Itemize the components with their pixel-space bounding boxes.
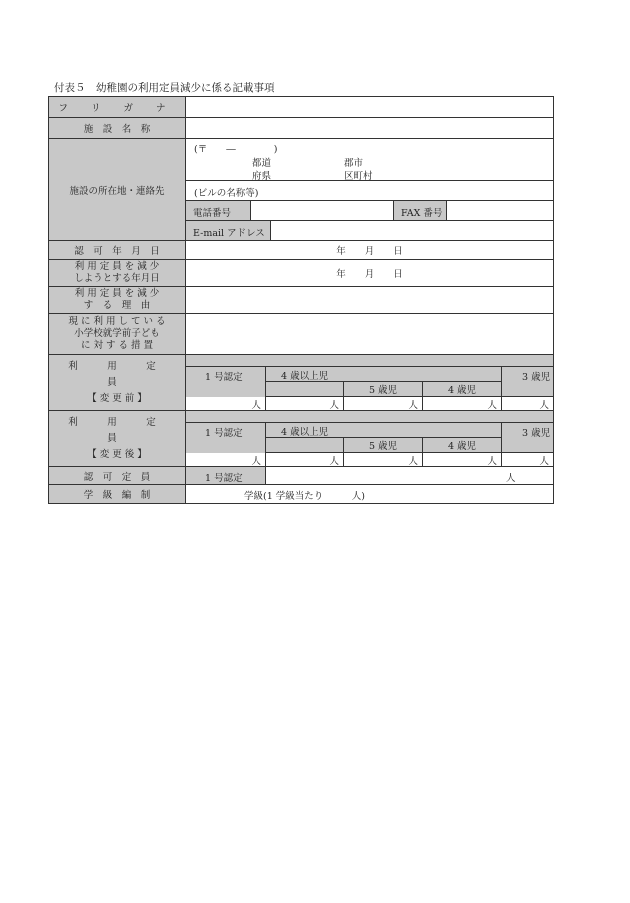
facility-name-label: 施 設 名 称 <box>49 118 186 139</box>
reason-field[interactable] <box>186 287 553 314</box>
capacity-before-label: 利 用 定 員 【 変 更 前 】 <box>49 355 186 411</box>
measures-label: 現 に 利 用 し て い る 小学校就学前子ども に 対 す る 措 置 <box>49 314 186 355</box>
age4-before: 4 歳児 <box>423 382 502 397</box>
age3-before: 3 歳児 <box>502 367 553 397</box>
building-field[interactable] <box>186 181 553 201</box>
form-table <box>48 96 554 504</box>
after-count-1[interactable]: 人 <box>186 453 266 467</box>
before-count-3[interactable]: 人 <box>344 397 423 411</box>
after-count-5[interactable]: 人 <box>502 453 553 467</box>
before-count-5[interactable]: 人 <box>502 397 553 411</box>
nintei1-before: 1 号認定 <box>186 367 266 397</box>
phone-field[interactable] <box>251 201 394 221</box>
building-text: (ビルの名称等) <box>194 188 259 199</box>
nintei1-after: 1 号認定 <box>186 423 266 453</box>
phone-label: 電話番号 <box>186 201 251 221</box>
address-field[interactable] <box>186 139 553 181</box>
todou-text: 都道 <box>252 158 272 169</box>
fuken-text: 府県 <box>252 171 272 182</box>
approved-capacity-label: 認 可 定 員 <box>49 467 186 485</box>
email-label: E-mail アドレス <box>186 221 271 241</box>
age3-after: 3 歳児 <box>502 423 553 453</box>
class-field[interactable]: 学級(1 学級当たり 人) <box>244 491 365 502</box>
reduce-date-label: 利 用 定 員 を 減 少 しようとする年月日 <box>49 260 186 287</box>
class-label: 学 級 編 制 <box>49 485 186 503</box>
reason-label: 利 用 定 員 を 減 少 す る 理 由 <box>49 287 186 314</box>
age4plus-before: 4 歳以上児 <box>266 367 502 382</box>
measures-field[interactable] <box>186 314 553 355</box>
address-label: 施設の所在地・連絡先 <box>49 139 186 241</box>
postal-code: (〒 ― ) <box>194 144 278 155</box>
before-count-1[interactable]: 人 <box>186 397 266 411</box>
furigana-field[interactable] <box>186 97 553 118</box>
kuchoson-text: 区町村 <box>344 171 373 182</box>
approved-capacity-field[interactable]: 人 <box>266 467 553 485</box>
after-count-3[interactable]: 人 <box>344 453 423 467</box>
before-count-4[interactable]: 人 <box>423 397 502 411</box>
reduce-date-field[interactable]: 年 月 日 <box>186 260 553 287</box>
approval-date-field[interactable]: 年 月 日 <box>186 241 553 260</box>
approval-date-label: 認 可 年 月 日 <box>49 241 186 260</box>
gunshi-text: 郡市 <box>344 158 364 169</box>
approved-nintei1: 1 号認定 <box>186 467 266 485</box>
email-field[interactable] <box>271 221 553 241</box>
fax-label: FAX 番号 <box>394 201 447 221</box>
age5-after: 5 歳児 <box>344 438 423 453</box>
facility-name-field[interactable] <box>186 118 553 139</box>
after-count-2[interactable]: 人 <box>266 453 344 467</box>
age4-after: 4 歳児 <box>423 438 502 453</box>
age4plus-after: 4 歳以上児 <box>266 423 502 438</box>
age5-before: 5 歳児 <box>344 382 423 397</box>
form-title: 付表５ 幼稚園の利用定員減少に係る記載事項 <box>54 82 275 94</box>
fax-field[interactable] <box>447 201 553 221</box>
capacity-after-label: 利 用 定 員 【 変 更 後 】 <box>49 411 186 467</box>
furigana-label: フ リ ガ ナ <box>49 97 186 118</box>
before-count-2[interactable]: 人 <box>266 397 344 411</box>
after-count-4[interactable]: 人 <box>423 453 502 467</box>
